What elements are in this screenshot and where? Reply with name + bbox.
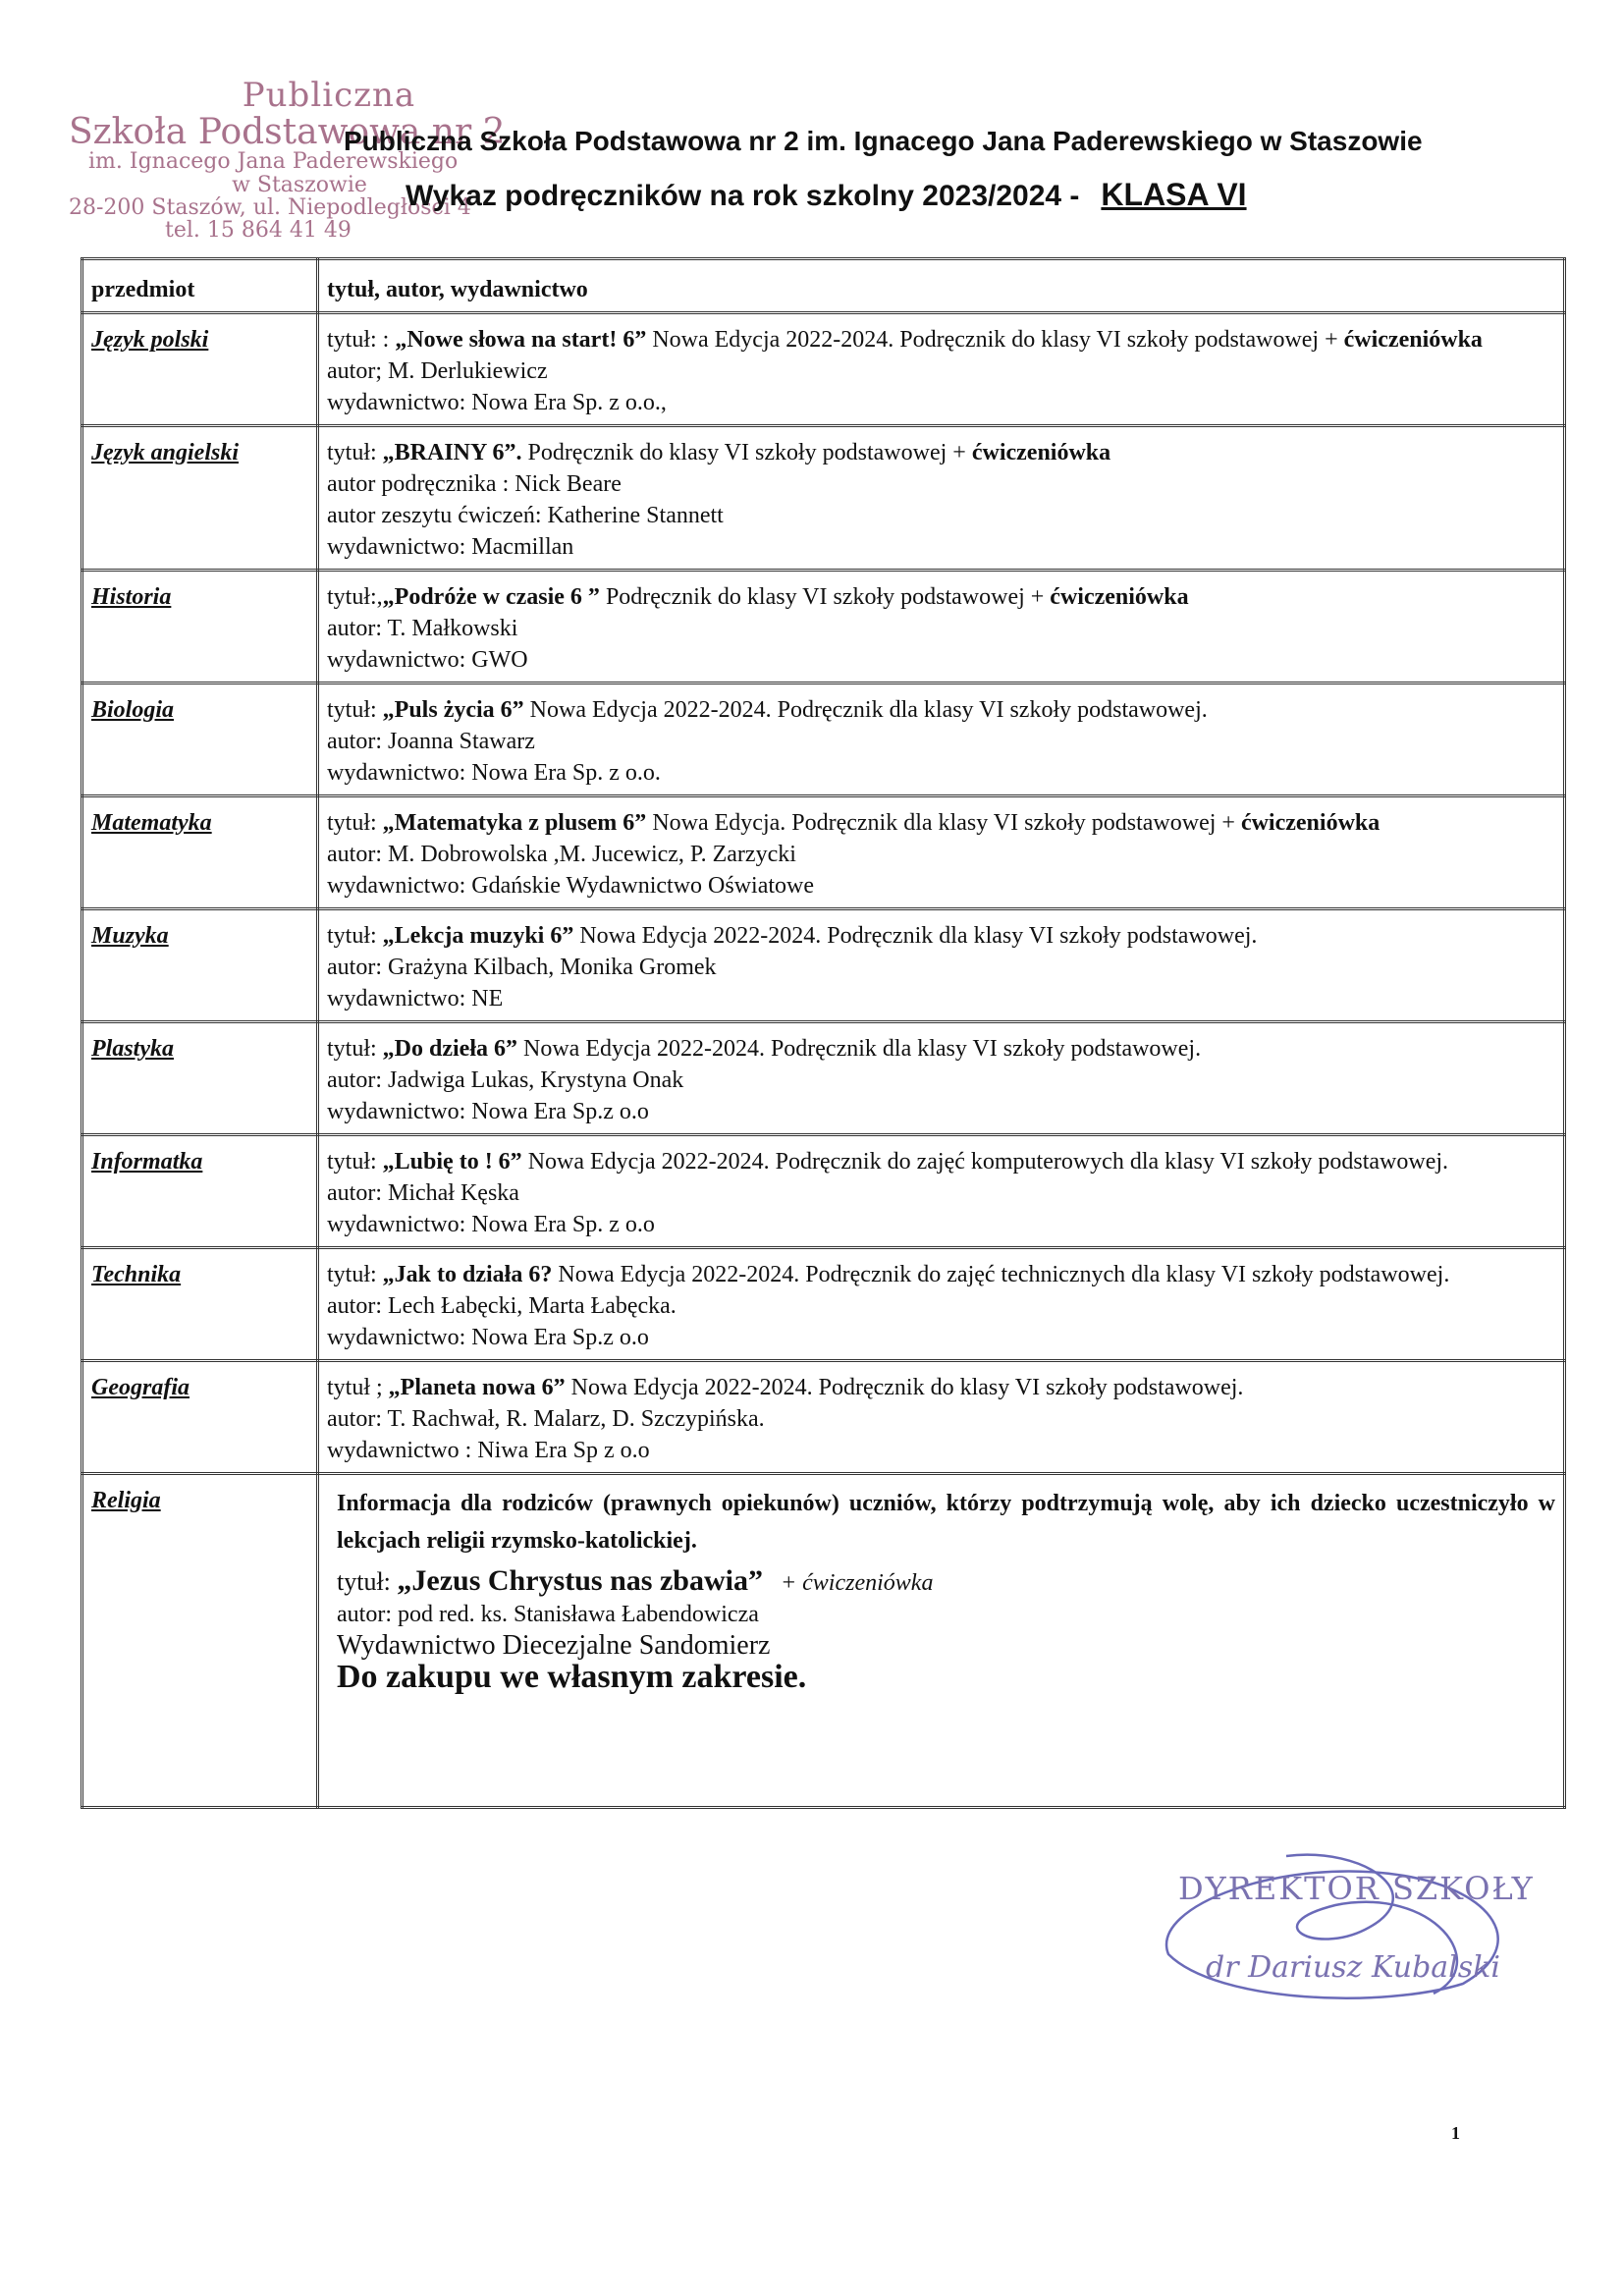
publisher-line: wydawnictwo: Macmillan bbox=[327, 534, 574, 560]
table-row bbox=[82, 796, 1565, 909]
book-title: „Puls życia 6” bbox=[382, 697, 524, 723]
author-line: autor: Grażyna Kilbach, Monika Gromek bbox=[327, 955, 717, 980]
table-row bbox=[82, 1022, 1565, 1135]
list-title bbox=[406, 177, 1247, 213]
details-cell bbox=[318, 1361, 1565, 1474]
author-line: autor podręcznika : Nick Beare bbox=[327, 471, 622, 497]
page-mark: 1 bbox=[1451, 2123, 1460, 2143]
stamp-line: im. Ignacego Jana Paderewskiego bbox=[88, 149, 459, 175]
stamp-line: w Staszowie bbox=[232, 172, 367, 197]
title-line bbox=[327, 437, 1555, 468]
table-row bbox=[82, 909, 1565, 1022]
subject-cell: Biologia bbox=[82, 683, 318, 796]
title-description: Nowa Edycja 2022-2024. Podręcznik do klasy VI szkoły podstawowej. bbox=[565, 1375, 1244, 1400]
workbook-label: ćwiczeniówka bbox=[1343, 327, 1483, 353]
signature-title: DYREKTOR SZKOŁY bbox=[1178, 1870, 1535, 1907]
details-cell bbox=[318, 571, 1565, 683]
title-description: Podręcznik do klasy VI szkoły podstawowej + bbox=[521, 440, 972, 465]
title-line bbox=[327, 920, 1555, 952]
title-description: Nowa Edycja 2022-2024. Podręcznik do zajęć komputerowych dla klasy VI szkoły podstawowej. bbox=[521, 1149, 1449, 1175]
table-row bbox=[82, 1135, 1565, 1248]
stamp-line: 28-200 Staszów, ul. Niepodległości 4 bbox=[69, 194, 471, 220]
publisher-line: wydawnictwo: Nowa Era Sp.z o.o bbox=[327, 1099, 649, 1124]
author-line: autor: T. Małkowski bbox=[327, 616, 518, 641]
title-prefix: tytuł: bbox=[327, 1036, 383, 1062]
title-description: Nowa Edycja 2022-2024. Podręcznik do zajęć technicznych dla klasy VI szkoły podstawowej. bbox=[552, 1262, 1450, 1287]
subject-cell: Muzyka bbox=[82, 909, 318, 1022]
details-cell bbox=[318, 909, 1565, 1022]
column-header-subject: przedmiot bbox=[82, 259, 318, 313]
title-line bbox=[327, 807, 1555, 839]
religion-info: Informacja dla rodziców (prawnych opiekunów) uczniów, którzy podtrzymują wolę, aby ich dziecko uczestniczyło w lekcjach religii rzymsko-katolickiej. bbox=[337, 1491, 1555, 1554]
book-title: „Jak to działa 6? bbox=[382, 1262, 553, 1287]
title-prefix: tytuł:, bbox=[327, 584, 383, 610]
signature-name: dr Dariusz Kubalski bbox=[1206, 1950, 1500, 1985]
book-title: „Do dzieła 6” bbox=[382, 1036, 517, 1062]
author-line: autor: Jadwiga Lukas, Krystyna Onak bbox=[327, 1067, 684, 1093]
subject-cell: Informatka bbox=[82, 1135, 318, 1248]
title-line bbox=[327, 581, 1555, 613]
school-stamp bbox=[69, 76, 530, 243]
book-title: „Nowe słowa na start! 6” bbox=[395, 327, 647, 353]
details-cell bbox=[318, 1248, 1565, 1361]
details-cell bbox=[318, 313, 1565, 426]
author-line: autor: T. Rachwał, R. Malarz, D. Szczypińska. bbox=[327, 1406, 765, 1432]
details-cell bbox=[318, 1022, 1565, 1135]
details-cell bbox=[318, 1135, 1565, 1248]
subject-cell: Technika bbox=[82, 1248, 318, 1361]
column-header-details: tytuł, autor, wydawnictwo bbox=[318, 259, 1565, 313]
publisher-line: Wydawnictwo Diecezjalne Sandomierz bbox=[337, 1630, 771, 1661]
publisher-line: wydawnictwo: Nowa Era Sp. z o.o., bbox=[327, 390, 667, 415]
book-title: „Matematyka z plusem 6” bbox=[382, 810, 647, 836]
author-line: autor: Lech Łabęcki, Marta Łabęcka. bbox=[327, 1293, 677, 1319]
title-prefix: tytuł: bbox=[327, 1149, 383, 1175]
workbook-label: + ćwiczeniówka bbox=[780, 1570, 934, 1596]
subject-cell: Religia bbox=[82, 1474, 318, 1808]
table-header-row bbox=[82, 259, 1565, 313]
title-line bbox=[327, 1033, 1555, 1065]
author-line: autor: M. Dobrowolska ,M. Jucewicz, P. Zarzycki bbox=[327, 842, 796, 867]
workbook-label: ćwiczeniówka bbox=[1050, 584, 1189, 610]
table-row bbox=[82, 683, 1565, 796]
title-prefix: tytuł: bbox=[327, 810, 383, 836]
book-title: „BRAINY 6”. bbox=[382, 440, 522, 465]
publisher-line: wydawnictwo: Nowa Era Sp. z o.o. bbox=[327, 760, 661, 786]
publisher-line: wydawnictwo: Gdańskie Wydawnictwo Oświatowe bbox=[327, 873, 815, 899]
title-prefix: tytuł: : bbox=[327, 327, 396, 353]
publisher-line: wydawnictwo: Nowa Era Sp. z o.o bbox=[327, 1212, 655, 1237]
publisher-line: wydawnictwo: GWO bbox=[327, 647, 528, 673]
details-cell bbox=[318, 1474, 1565, 1808]
title-prefix: tytuł ; bbox=[327, 1375, 389, 1400]
stamp-line: Szkoła Podstawowa nr 2 bbox=[69, 111, 506, 152]
author-line: autor zeszytu ćwiczeń: Katherine Stannett bbox=[327, 503, 724, 528]
list-title-text: Wykaz podręczników na rok szkolny 2023/2024 - bbox=[406, 180, 1080, 212]
title-description: Nowa Edycja 2022-2024. Podręcznik dla klasy VI szkoły podstawowej. bbox=[517, 1036, 1202, 1062]
title-line bbox=[327, 694, 1555, 726]
author-line: autor: pod red. ks. Stanisława Łabendowicza bbox=[337, 1602, 759, 1627]
details-cell bbox=[318, 796, 1565, 909]
title-description: Nowa Edycja 2022-2024. Podręcznik dla klasy VI szkoły podstawowej. bbox=[523, 697, 1208, 723]
subject-cell: Język angielski bbox=[82, 426, 318, 571]
table-row bbox=[82, 1361, 1565, 1474]
subject-cell: Geografia bbox=[82, 1361, 318, 1474]
title-prefix: tytuł: bbox=[327, 1262, 383, 1287]
title-line bbox=[327, 324, 1555, 355]
subject-cell: Historia bbox=[82, 571, 318, 683]
author-line: autor; M. Derlukiewicz bbox=[327, 358, 548, 384]
subject-cell: Matematyka bbox=[82, 796, 318, 909]
publisher-line: wydawnictwo: Nowa Era Sp.z o.o bbox=[327, 1325, 649, 1350]
table-row bbox=[82, 426, 1565, 571]
book-title: „Lubię to ! 6” bbox=[382, 1149, 522, 1175]
publisher-line: wydawnictwo: NE bbox=[327, 986, 504, 1011]
title-description: Nowa Edycja. Podręcznik dla klasy VI szkoły podstawowej + bbox=[646, 810, 1241, 836]
textbook-table bbox=[81, 257, 1566, 1809]
school-name: Publiczna Szkoła Podstawowa nr 2 im. Ignacego Jana Paderewskiego w Staszowie bbox=[344, 126, 1423, 156]
workbook-label: ćwiczeniówka bbox=[971, 440, 1111, 465]
subject-cell: Plastyka bbox=[82, 1022, 318, 1135]
table-row bbox=[82, 1248, 1565, 1361]
title-prefix: tytuł: bbox=[327, 440, 383, 465]
title-prefix: tytuł: bbox=[327, 697, 383, 723]
title-description: Nowa Edycja 2022-2024. Podręcznik do klasy VI szkoły podstawowej + bbox=[646, 327, 1344, 353]
book-title: „Podróże w czasie 6 ” bbox=[382, 584, 600, 610]
title-line bbox=[327, 1259, 1555, 1290]
title-description: Nowa Edycja 2022-2024. Podręcznik dla klasy VI szkoły podstawowej. bbox=[573, 923, 1258, 949]
title-line bbox=[337, 1565, 1555, 1599]
class-label: KLASA VI bbox=[1101, 177, 1247, 212]
publisher-line: wydawnictwo : Niwa Era Sp z o.o bbox=[327, 1438, 650, 1463]
table-row bbox=[82, 571, 1565, 683]
title-prefix: tytuł: bbox=[337, 1567, 398, 1596]
purchase-note: Do zakupu we własnym zakresie. bbox=[337, 1659, 807, 1695]
title-prefix: tytuł: bbox=[327, 923, 383, 949]
table-row bbox=[82, 313, 1565, 426]
title-line bbox=[327, 1372, 1555, 1403]
book-title: „Lekcja muzyki 6” bbox=[382, 923, 574, 949]
book-title: „Jezus Chrystus nas zbawia” bbox=[397, 1564, 763, 1597]
details-cell bbox=[318, 426, 1565, 571]
book-title: „Planeta nowa 6” bbox=[388, 1375, 566, 1400]
details-cell bbox=[318, 683, 1565, 796]
stamp-line: Publiczna bbox=[242, 76, 416, 115]
workbook-label: ćwiczeniówka bbox=[1240, 810, 1380, 836]
author-line: autor: Joanna Stawarz bbox=[327, 729, 535, 754]
title-line bbox=[327, 1146, 1555, 1177]
stamp-line: tel. 15 864 41 49 bbox=[165, 217, 352, 243]
table-row bbox=[82, 1474, 1565, 1808]
author-line: autor: Michał Kęska bbox=[327, 1180, 519, 1206]
director-signature-stamp bbox=[1139, 1836, 1551, 2003]
title-description: Podręcznik do klasy VI szkoły podstawowej + bbox=[599, 584, 1051, 610]
subject-cell: Język polski bbox=[82, 313, 318, 426]
